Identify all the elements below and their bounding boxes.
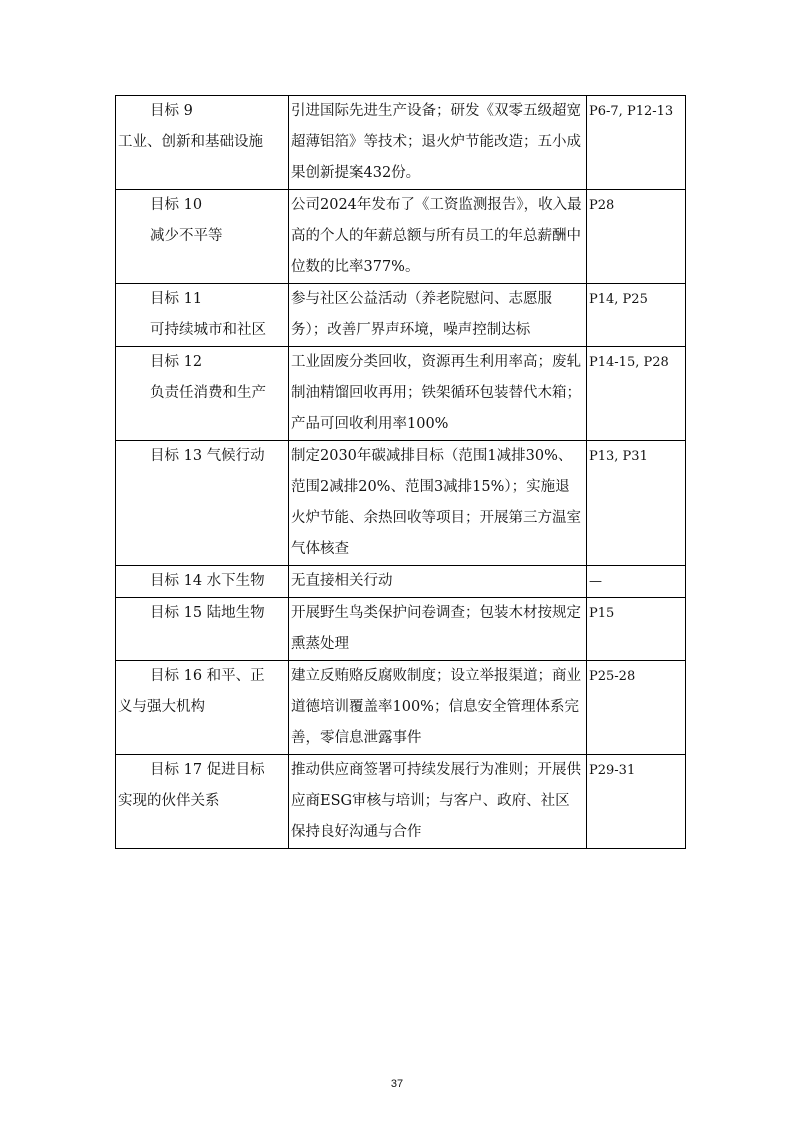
goal-title: 目标 16 和平、正 — [150, 668, 265, 684]
goal-title: 目标 11 — [150, 291, 203, 307]
table-row — [116, 598, 686, 661]
goal-cell — [116, 661, 289, 755]
goal-title: 目标 10 — [150, 197, 203, 213]
page-reference: P28 — [587, 190, 686, 284]
goal-name: 实现的伙伴关系 — [118, 793, 220, 809]
goal-title: 目标 14 水下生物 — [150, 573, 265, 589]
page-reference: P6-7, P12-13 — [587, 96, 686, 190]
page-reference: P14, P25 — [587, 284, 686, 347]
goal-cell — [116, 96, 289, 190]
goal-title: 目标 17 促进目标 — [150, 762, 265, 778]
goal-cell — [116, 755, 289, 849]
page-reference: P15 — [587, 598, 686, 661]
action-description: 开展野生鸟类保护问卷调查；包装木材按规定熏蒸处理 — [289, 598, 587, 661]
action-description: 无直接相关行动 — [289, 566, 587, 598]
action-description: 公司2024年发布了《工资监测报告》，收入最高的个人的年薪总额与所有员工的年总薪酬中位数的比率377%。 — [289, 190, 587, 284]
table-row — [116, 661, 686, 755]
goal-name: 负责任消费和生产 — [150, 385, 266, 401]
table-row — [116, 566, 686, 598]
table-row — [116, 96, 686, 190]
page-reference: P13, P31 — [587, 441, 686, 566]
action-description: 推动供应商签署可持续发展行为准则；开展供应商ESG审核与培训；与客户、政府、社区保持良好沟通与合作 — [289, 755, 587, 849]
table-row — [116, 441, 686, 566]
goal-name: 工业、创新和基础设施 — [118, 134, 263, 150]
goal-cell — [116, 190, 289, 284]
table-row — [116, 347, 686, 441]
sdg-mapping-table — [115, 95, 686, 849]
goal-cell — [116, 441, 289, 566]
table-row — [116, 190, 686, 284]
action-description: 制定2030年碳减排目标（范围1减排30%、范围2减排20%、范围3减排15%）；实施退火炉节能、余热回收等项目；开展第三方温室气体核查 — [289, 441, 587, 566]
goal-cell — [116, 598, 289, 661]
action-description: 建立反贿赂反腐败制度；设立举报渠道；商业道德培训覆盖率100%；信息安全管理体系完善，零信息泄露事件 — [289, 661, 587, 755]
goal-name: 可持续城市和社区 — [150, 322, 266, 338]
goal-title: 目标 9 — [150, 103, 193, 119]
table-body — [116, 96, 686, 849]
page-reference: P14-15, P28 — [587, 347, 686, 441]
action-description: 引进国际先进生产设备；研发《双零五级超宽超薄铝箔》等技术；退火炉节能改造；五小成果创新提案432份。 — [289, 96, 587, 190]
table-row — [116, 755, 686, 849]
goal-title: 目标 15 陆地生物 — [150, 605, 265, 621]
page-reference: P29-31 — [587, 755, 686, 849]
goal-name: 义与强大机构 — [118, 699, 205, 715]
goal-cell — [116, 566, 289, 598]
page-number: 37 — [390, 1078, 404, 1090]
goal-title: 目标 13 气候行动 — [150, 448, 265, 464]
goal-name: 减少不平等 — [150, 228, 223, 244]
action-description: 工业固废分类回收，资源再生利用率高；废轧制油精馏回收再用；铁架循环包装替代木箱；产品可回收利用率100% — [289, 347, 587, 441]
goal-title: 目标 12 — [150, 354, 203, 370]
goal-cell — [116, 284, 289, 347]
goal-cell — [116, 347, 289, 441]
page-reference: P25-28 — [587, 661, 686, 755]
page-reference: — — [587, 566, 686, 598]
table-row — [116, 284, 686, 347]
action-description: 参与社区公益活动（养老院慰问、志愿服务）；改善厂界声环境，噪声控制达标 — [289, 284, 587, 347]
